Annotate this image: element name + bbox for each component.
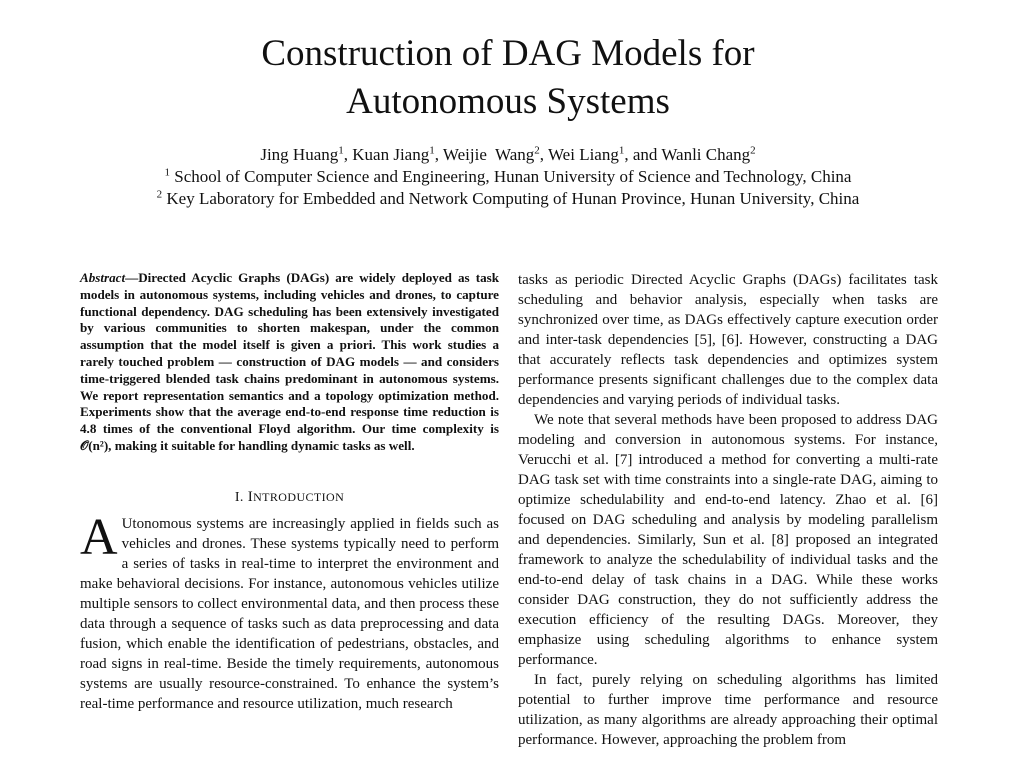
author-affiliation-mark: 1 — [429, 144, 435, 157]
affiliation-text: School of Computer Science and Engineering, Hunan University of Science and Technology, China — [174, 167, 852, 186]
affiliation-mark: 2 — [156, 188, 163, 201]
left-column — [80, 270, 499, 714]
affiliation-2 — [0, 188, 1016, 210]
author-name: Wei Liang — [548, 145, 619, 164]
section-title-rest: NTRODUCTION — [253, 489, 345, 504]
section-title-initial: I — [247, 488, 254, 505]
author-block — [0, 144, 1016, 210]
title-line-2: Autonomous Systems — [346, 81, 670, 122]
affiliation-mark: 1 — [164, 166, 170, 179]
author-name: Weijie Wang — [442, 145, 535, 164]
paper-title — [0, 30, 1016, 126]
author-name: and Wanli Chang — [632, 145, 751, 164]
author-affiliation-mark: 1 — [338, 144, 344, 157]
author-name: Kuan Jiang — [352, 145, 430, 164]
affiliation-1 — [0, 166, 1016, 188]
section-number: I. — [234, 489, 244, 505]
abstract — [80, 270, 499, 455]
affiliation-text: Key Laboratory for Embedded and Network Computing of Hunan Province, Hunan University, China — [166, 189, 860, 208]
author-list: Jing Huang$^1$, Kuan Jiang$^1$, Weijie Wang$^2$, Wei Liang$^1$, and Wanli Chang$^2$ — [260, 144, 756, 164]
intro-paragraph-1-text: Utonomous systems are increasingly applied in fields such as vehicles and drones. These systems typically need to perform a series of tasks in real-time to interpret the environment and make behavioral decisions. For instance, autonomous vehicles utilize multiple sensors to collect environmental data, and then process these data through a sequence of tasks such as data preprocessing and data fusion, which enable the identification of pedestrians, obstacles, and road signs in real-time. Beside the timely requirements, autonomous systems are usually resource-constrained. To enhance the system’s real-time performance and resource utilization, much research — [80, 515, 499, 712]
right-column — [518, 270, 938, 750]
author-name: Jing Huang — [260, 145, 339, 164]
abstract-text: —Directed Acyclic Graphs (DAGs) are widely deployed as task models in autonomous systems, including vehicles and drones, to capture functional dependency. DAG scheduling has been extensively investigated by various communities to shorten makespan, under the common assumption that the model itself is given a priori. This work studies a rarely touched problem — construction of DAG models — and considers time-triggered blended task chains predominant in autonomous systems. We report representation semantics and a topology optimization method. Experiments show that the average end-to-end response time reduction is 4.8 times of the conventional Floyd algorithm. Our time complexity is 𝒪(n²), making it suitable for handling dynamic tasks as well. — [80, 270, 499, 453]
title-line-1: Construction of DAG Models for — [261, 33, 755, 74]
author-affiliation-mark: 1 — [618, 144, 625, 157]
dropcap-letter: A — [80, 508, 118, 566]
author-affiliation-mark: 2 — [750, 144, 756, 157]
author-affiliation-mark: 2 — [534, 144, 540, 157]
abstract-label: Abstract — [80, 270, 126, 285]
body-paragraph-motivation: In fact, purely relying on scheduling algorithms has limited potential to further improve time performance and resource utilization, as many algorithms are already approaching their optimal performance. However, approaching the problem from — [518, 672, 938, 748]
body-paragraph-related-work: We note that several methods have been proposed to address DAG modeling and conversion in autonomous systems. For instance, Verucchi et al. [7] introduced a method for converting a multi-rate DAG task set with time constraints into a single-rate DAG, aiming to optimize schedulability and end-to-end latency. Zhao et al. [6] focused on DAG scheduling and analysis by modeling parallelism and dependencies. Similarly, Sun et al. [8] proposed an integrated framework to analyze the schedulability of individual tasks and the end-to-end delay of task chains in a DAG. While these works consider DAG construction, they do not sufficiently address the execution efficiency of the resulting DAGs. Moreover, they emphasize using scheduling algorithms to enhance system performance. — [518, 412, 938, 668]
body-paragraph-continued: tasks as periodic Directed Acyclic Graphs (DAGs) facilitates task scheduling and behavior analysis, especially when tasks are synchronized over time, as DAGs effectively capture execution order and inter-task dependencies [5], [6]. However, constructing a DAG that accurately reflects task dependencies and optimizes system performance presents significant challenges due to the complex data dependencies and varying periods of individual tasks. — [518, 272, 938, 408]
section-heading-introduction — [80, 487, 499, 508]
intro-paragraph-1 — [80, 508, 499, 714]
